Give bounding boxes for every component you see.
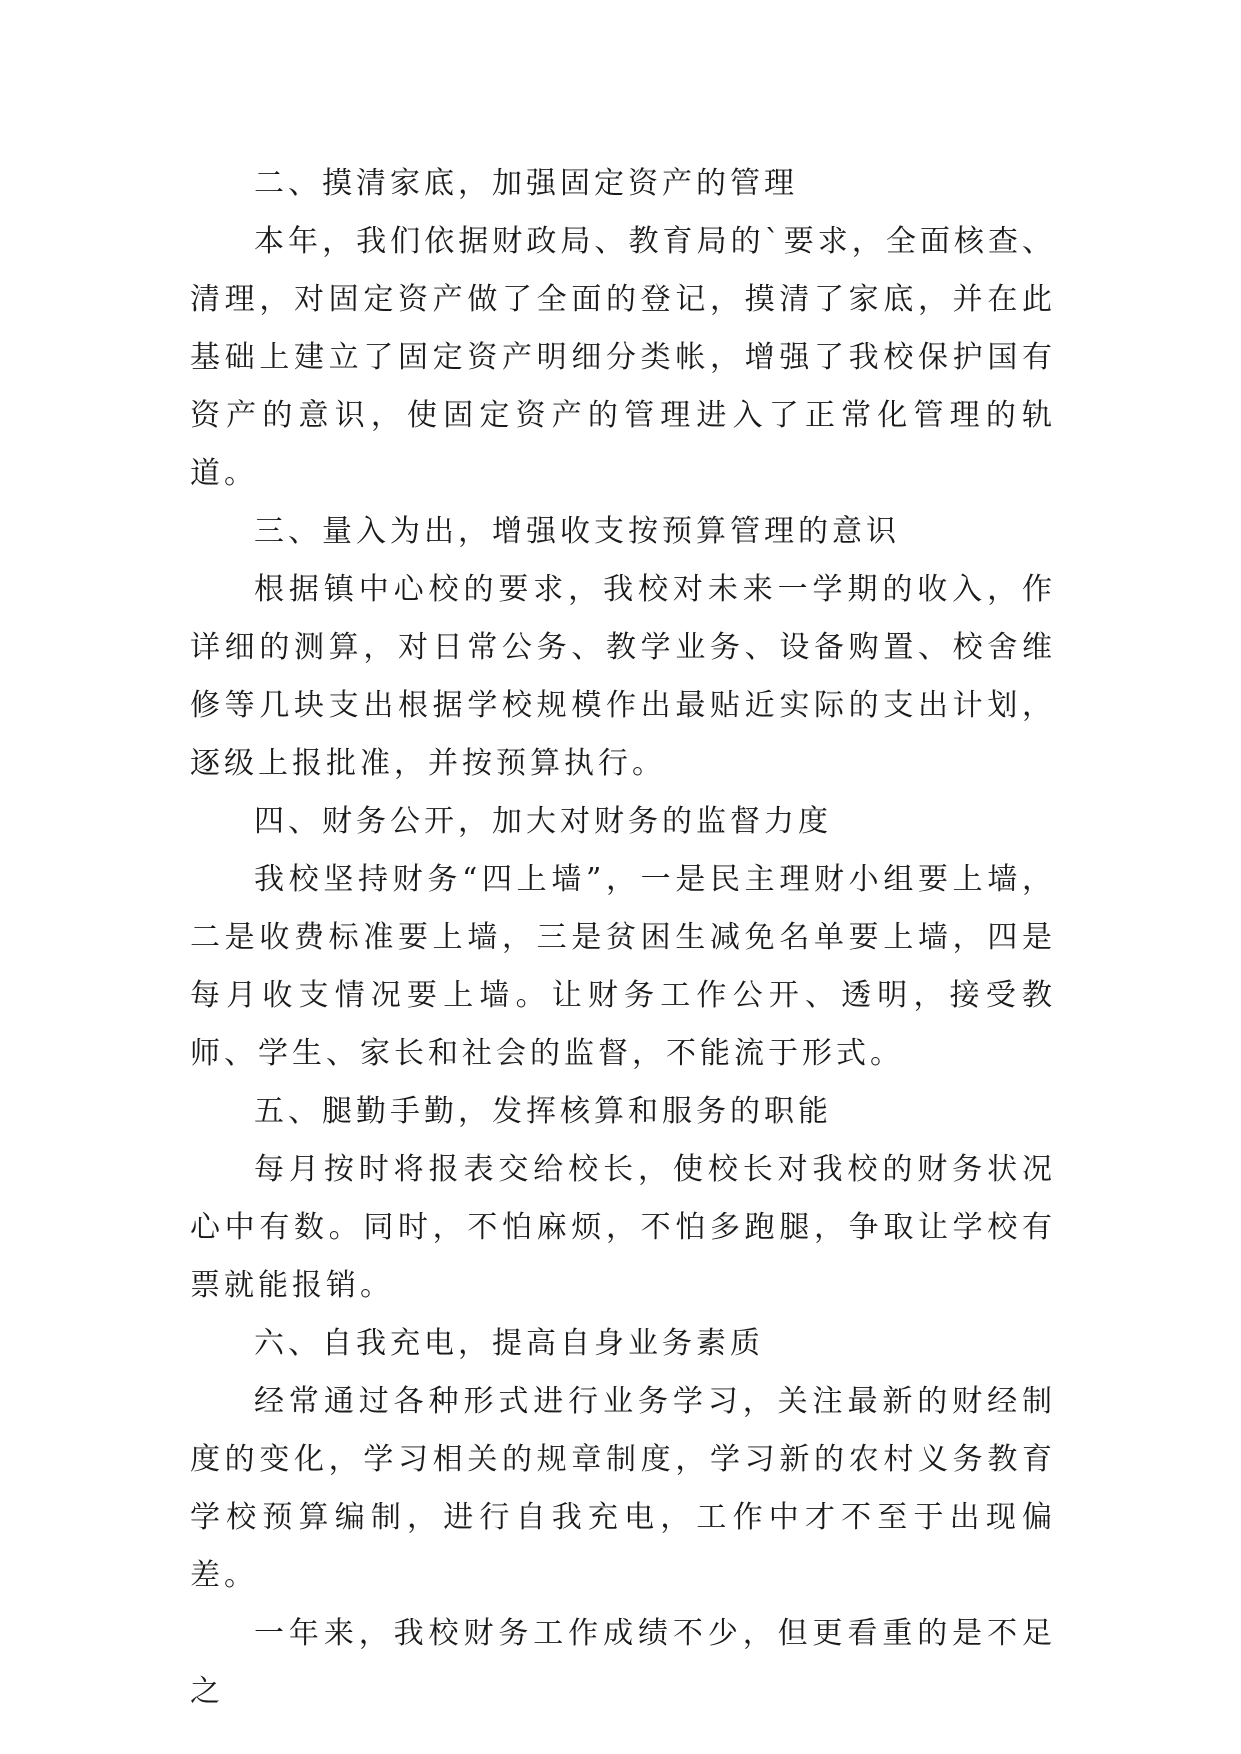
section-heading-2: 二、摸清家底，加强固定资产的管理 [254,166,798,201]
section-heading-5: 五、腿勤手勤，发挥核算和服务的职能 [254,1094,832,1129]
section-heading-6: 六、自我充电，提高自身业务素质 [254,1326,764,1361]
section-heading-3: 三、量入为出，增强收支按预算管理的意识 [254,514,900,549]
closing-paragraph: 一年来，我校财务工作成绩不少，但更看重的是不足之 [190,1616,1056,1709]
section-body-2: 本年，我们依据财政局、教育局的`要求，全面核查、清理，对固定资产做了全面的登记，摸清了家底，并在此基础上建立了固定资产明细分类帐，增强了我校保护国有资产的意识，使固定资产的管理进入了正常化管理的轨道。 [190,224,1056,491]
section-body-5: 每月按时将报表交给校长，使校长对我校的财务状况心中有数。同时，不怕麻烦，不怕多跑腿，争取让学校有票就能报销。 [190,1152,1056,1303]
section-body-6: 经常通过各种形式进行业务学习，关注最新的财经制度的变化，学习相关的规章制度，学习新的农村义务教育学校预算编制，进行自我充电，工作中才不至于出现偏差。 [190,1384,1056,1593]
section-body-3: 根据镇中心校的要求，我校对未来一学期的收入，作详细的测算，对日常公务、教学业务、设备购置、校舍维修等几块支出根据学校规模作出最贴近实际的支出计划，逐级上报批准，并按预算执行。 [190,572,1056,781]
section-heading-4: 四、财务公开，加大对财务的监督力度 [254,804,832,839]
section-body-4: 我校坚持财务“四上墙”，一是民主理财小组要上墙，二是收费标准要上墙，三是贫困生减免名单要上墙，四是每月收支情况要上墙。让财务工作公开、透明，接受教师、学生、家长和社会的监督，不能流于形式。 [190,862,1056,1071]
document-body [190,155,1056,1721]
